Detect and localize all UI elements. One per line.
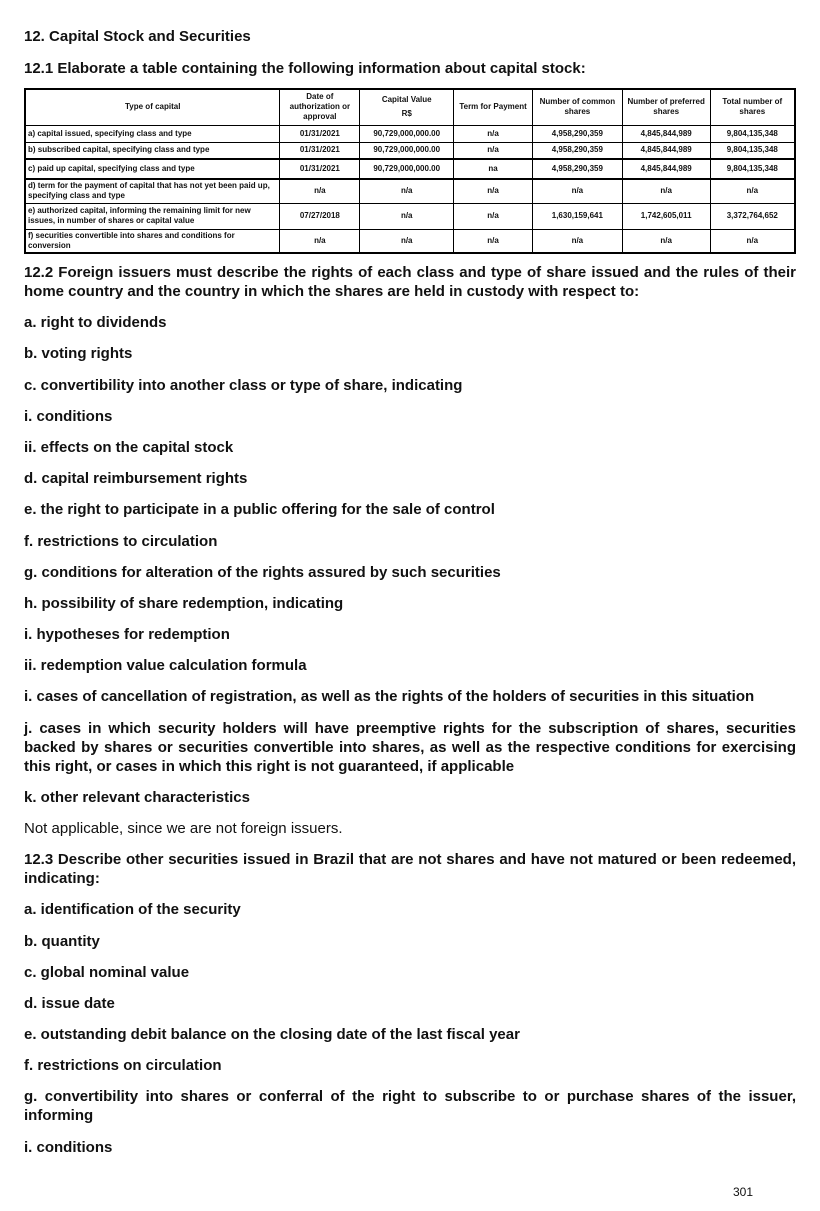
table-cell: n/a bbox=[454, 179, 533, 203]
table-cell: 9,804,135,348 bbox=[710, 125, 795, 142]
table-cell: n/a bbox=[454, 125, 533, 142]
table-cell: 1,630,159,641 bbox=[532, 203, 622, 229]
paragraph: a. right to dividends bbox=[24, 314, 167, 331]
table-cell: a) capital issued, specifying class and type bbox=[25, 125, 280, 142]
col-header: Term for Payment bbox=[454, 89, 533, 125]
paragraph: ii. redemption value calculation formula bbox=[24, 657, 307, 674]
paragraph: c. convertibility into another class or type of share, indicating bbox=[24, 377, 463, 394]
table-cell: d) term for the payment of capital that has not yet been paid up, specifying class and type bbox=[25, 179, 280, 203]
col-header: Total number of shares bbox=[710, 89, 795, 125]
table-cell: b) subscribed capital, specifying class and type bbox=[25, 142, 280, 159]
paragraph: e. outstanding debit balance on the closing date of the last fiscal year bbox=[24, 1026, 520, 1043]
paragraph: d. capital reimbursement rights bbox=[24, 470, 248, 487]
table-cell: 4,958,290,359 bbox=[532, 159, 622, 179]
paragraph: g. convertibility into shares or conferral of the right to subscribe to or purchase shares of the issuer, informing bbox=[24, 1088, 796, 1124]
paragraph: h. possibility of share redemption, indicating bbox=[24, 595, 344, 612]
table-cell: n/a bbox=[532, 179, 622, 203]
table-cell: n/a bbox=[710, 179, 795, 203]
table-row bbox=[25, 159, 795, 179]
table-cell: na bbox=[454, 159, 533, 179]
table-cell: 3,372,764,652 bbox=[710, 203, 795, 229]
table-row bbox=[25, 229, 795, 253]
paragraph: f. restrictions on circulation bbox=[24, 1057, 222, 1074]
table-cell: 4,845,844,989 bbox=[622, 159, 710, 179]
table-cell: n/a bbox=[280, 229, 360, 253]
col-header: Date of authorization or approval bbox=[280, 89, 360, 125]
paragraph: f. restrictions to circulation bbox=[24, 533, 218, 550]
table-row bbox=[25, 125, 795, 142]
table-cell: 4,845,844,989 bbox=[622, 125, 710, 142]
table-cell: 90,729,000,000.00 bbox=[360, 125, 454, 142]
table-cell: 1,742,605,011 bbox=[622, 203, 710, 229]
table-cell: 90,729,000,000.00 bbox=[360, 159, 454, 179]
paragraph: b. quantity bbox=[24, 933, 100, 950]
heading-12-1: 12.1 Elaborate a table containing the following information about capital stock: bbox=[24, 60, 586, 77]
paragraph: i. hypotheses for redemption bbox=[24, 626, 230, 643]
paragraph: j. cases in which security holders will have preemptive rights for the subscription of shares, securities backed by shares or securities convertible into shares, as well as the respective conditions for exercising this right, or cases in which this right is not guaranteed, if applicable bbox=[24, 720, 796, 775]
table-cell: 9,804,135,348 bbox=[710, 142, 795, 159]
col-header-unit: R$ bbox=[401, 109, 412, 119]
table-cell: 9,804,135,348 bbox=[710, 159, 795, 179]
table-cell: n/a bbox=[454, 203, 533, 229]
table-cell: 4,958,290,359 bbox=[532, 125, 622, 142]
paragraph: i. conditions bbox=[24, 408, 113, 425]
paragraph: c. global nominal value bbox=[24, 964, 190, 981]
table-cell: n/a bbox=[454, 142, 533, 159]
table-cell: n/a bbox=[280, 179, 360, 203]
table-row bbox=[25, 203, 795, 229]
col-header: Number of common shares bbox=[532, 89, 622, 125]
paragraph: b. voting rights bbox=[24, 345, 133, 362]
table-cell: 4,845,844,989 bbox=[622, 142, 710, 159]
table-cell: n/a bbox=[360, 203, 454, 229]
table-cell: 90,729,000,000.00 bbox=[360, 142, 454, 159]
table-cell: n/a bbox=[360, 179, 454, 203]
col-header-text: Capital Value bbox=[381, 95, 432, 105]
paragraph: g. conditions for alteration of the rights assured by such securities bbox=[24, 564, 501, 581]
table-cell: n/a bbox=[710, 229, 795, 253]
paragraph: d. issue date bbox=[24, 995, 115, 1012]
section-heading: 12.2 Foreign issuers must describe the rights of each class and type of share issued and the rules of their home country and the country in which the shares are held in custody with respect to: bbox=[24, 264, 796, 300]
section-title: 12. Capital Stock and Securities bbox=[24, 28, 251, 45]
table-cell: 01/31/2021 bbox=[280, 125, 360, 142]
paragraph: k. other relevant characteristics bbox=[24, 789, 250, 806]
section-heading: 12.3 Describe other securities issued in Brazil that are not shares and have not matured or been redeemed, indicating: bbox=[24, 851, 796, 887]
table-row bbox=[25, 142, 795, 159]
col-header: Number of preferred shares bbox=[622, 89, 710, 125]
table-cell: c) paid up capital, specifying class and type bbox=[25, 159, 280, 179]
col-header: Type of capital bbox=[25, 89, 280, 125]
paragraph: i. cases of cancellation of registration, as well as the rights of the holders of securities in this situation bbox=[24, 688, 755, 705]
paragraph: Not applicable, since we are not foreign issuers. bbox=[24, 820, 343, 837]
table-cell: 07/27/2018 bbox=[280, 203, 360, 229]
paragraph: ii. effects on the capital stock bbox=[24, 439, 234, 456]
table-row bbox=[25, 179, 795, 203]
table-cell: e) authorized capital, informing the remaining limit for new issues, in number of shares or capital value bbox=[25, 203, 280, 229]
table-cell: n/a bbox=[622, 229, 710, 253]
capital-stock-table bbox=[24, 88, 796, 254]
table-cell: n/a bbox=[622, 179, 710, 203]
table-cell: n/a bbox=[360, 229, 454, 253]
table-cell: 01/31/2021 bbox=[280, 142, 360, 159]
paragraph: a. identification of the security bbox=[24, 901, 241, 918]
table-cell: f) securities convertible into shares and conditions for conversion bbox=[25, 229, 280, 253]
paragraph: e. the right to participate in a public offering for the sale of control bbox=[24, 501, 495, 518]
table-cell: n/a bbox=[532, 229, 622, 253]
table-cell: 4,958,290,359 bbox=[532, 142, 622, 159]
page-number: 301 bbox=[733, 1185, 754, 1199]
table-cell: 01/31/2021 bbox=[280, 159, 360, 179]
paragraph: i. conditions bbox=[24, 1139, 113, 1156]
table-cell: n/a bbox=[454, 229, 533, 253]
col-header bbox=[360, 89, 454, 125]
